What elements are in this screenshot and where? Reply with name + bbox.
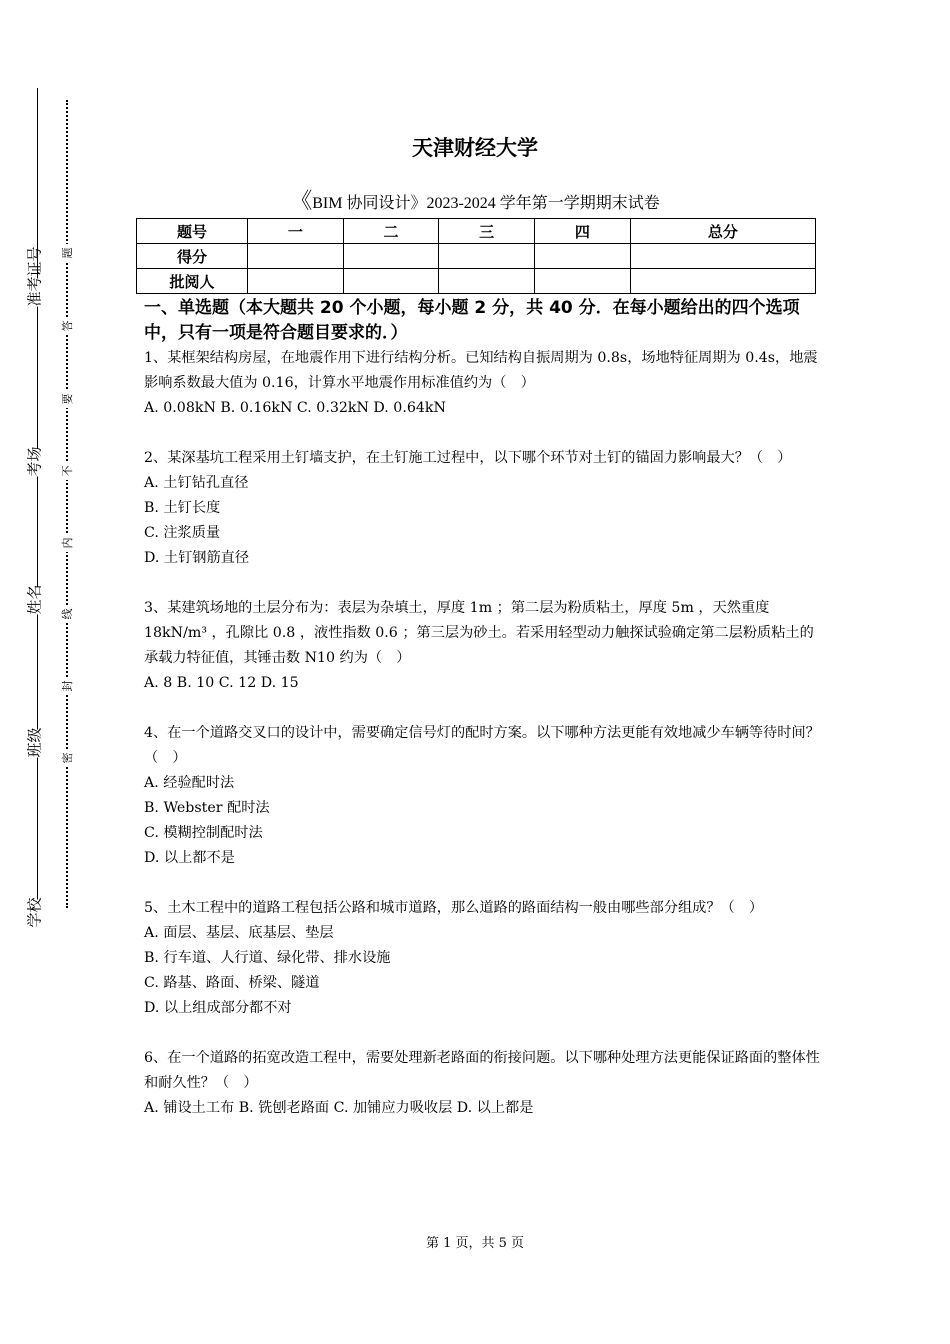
school-label: 学校	[25, 897, 44, 928]
score-header-cell: 四	[535, 219, 631, 244]
score-table-row	[137, 269, 816, 294]
score-cell[interactable]	[535, 244, 631, 269]
score-cell[interactable]	[343, 244, 439, 269]
seal-char: 要	[59, 390, 75, 408]
exam-room-label: 考场	[25, 446, 44, 477]
question-stem: 3、某建筑场地的土层分布为：表层为杂填土，厚度 1m ；第二层为粉质粘土，厚度 5m ，天然重度 18kN/m³ ，孔隙比 0.8 ，液性指数 0.6 ；第三层为砂土。若采用轻型动力触探试验确定第二层粉质粘土的承载力特征值，其锤击数 N10 约为（ ）	[144, 600, 814, 666]
grader-cell[interactable]	[343, 269, 439, 294]
score-header-cell: 总分	[630, 219, 815, 244]
grader-cell[interactable]	[630, 269, 815, 294]
seal-char: 线	[59, 605, 75, 623]
seal-char: 内	[59, 534, 75, 552]
grader-cell[interactable]	[248, 269, 344, 294]
question-stem: 6、在一个道路的拓宽改造工程中，需要处理新老路面的衔接问题。以下哪种处理方法更能保证路面的整体性和耐久性？（ ）	[144, 1050, 820, 1091]
question-option: C. 模糊控制配时法	[144, 825, 263, 841]
score-header-cell: 二	[343, 219, 439, 244]
question	[144, 346, 820, 421]
grader-cell[interactable]	[439, 269, 535, 294]
exam-title: BIM 协同设计》2023-2024 学年第一学期期末试卷	[312, 195, 660, 212]
question-stem: 2、某深基坑工程采用土钉墙支护，在土钉施工过程中，以下哪个环节对土钉的锚固力影响最大？（ ）	[144, 450, 792, 466]
question	[144, 596, 820, 696]
open-quote: 《	[290, 188, 313, 213]
question-option: C. 路基、路面、桥梁、隧道	[144, 975, 320, 991]
score-table-header-row	[137, 219, 816, 244]
seal-char: 题	[59, 244, 75, 262]
question-option: A. 0.08kN B. 0.16kN C. 0.32kN D. 0.64kN	[144, 400, 446, 416]
question	[144, 1046, 820, 1121]
score-header-cell: 题号	[137, 219, 248, 244]
question-option: B. 土钉长度	[144, 500, 221, 516]
question-option: B. 行车道、人行道、绿化带、排水设施	[144, 950, 391, 966]
question-option: A. 经验配时法	[144, 775, 235, 791]
seal-char: 封	[59, 677, 75, 695]
seal-char: 密	[59, 749, 75, 767]
question-option: C. 注浆质量	[144, 525, 221, 541]
question-stem: 1、某框架结构房屋，在地震作用下进行结构分析。已知结构自振周期为 0.8s，场地特征周期为 0.4s，地震影响系数最大值为 0.16，计算水平地震作用标准值约为（ ）	[144, 350, 818, 391]
score-cell[interactable]	[248, 244, 344, 269]
class-label: 班级	[25, 727, 44, 758]
question	[144, 446, 820, 571]
page-number: 第 1 页，共 5 页	[425, 1236, 525, 1251]
score-header-cell: 一	[248, 219, 344, 244]
grader-cell[interactable]	[535, 269, 631, 294]
score-row-label: 得分	[137, 244, 248, 269]
question	[144, 896, 820, 1021]
question-option: A. 铺设土工布 B. 铣刨老路面 C. 加铺应力吸收层 D. 以上都是	[144, 1100, 534, 1116]
score-cell[interactable]	[439, 244, 535, 269]
question-option: D. 以上都不是	[144, 850, 235, 866]
university-title: 天津财经大学	[412, 136, 538, 160]
exam-subtitle	[0, 184, 950, 215]
score-header-cell: 三	[439, 219, 535, 244]
question-option: A. 土钉钻孔直径	[144, 475, 249, 491]
question-list	[144, 346, 820, 1146]
question-stem: 4、在一个道路交叉口的设计中，需要确定信号灯的配时方案。以下哪种方法更能有效地减少车辆等待时间？（ ）	[144, 725, 820, 766]
score-table	[136, 218, 816, 294]
binding-dotted-line	[66, 100, 68, 908]
student-name-label: 姓名	[25, 584, 44, 615]
question-option: A. 面层、基层、底基层、垫层	[144, 925, 334, 941]
seal-char: 不	[59, 462, 75, 480]
question-option: A. 8 B. 10 C. 12 D. 15	[144, 675, 299, 691]
score-cell[interactable]	[630, 244, 815, 269]
score-table-row	[137, 244, 816, 269]
question-option: B. Webster 配时法	[144, 800, 270, 816]
question-stem: 5、土木工程中的道路工程包括公路和城市道路，那么道路的路面结构一般由哪些部分组成？（ ）	[144, 900, 764, 916]
seal-char: 答	[59, 317, 75, 335]
question-option: D. 土钉钢筋直径	[144, 550, 250, 566]
question	[144, 721, 820, 871]
question-option: D. 以上组成部分都不对	[144, 1000, 292, 1016]
exam-number-label: 准考证号	[25, 246, 44, 307]
score-row-label: 批阅人	[137, 269, 248, 294]
section-heading: 一、单选题（本大题共 20 个小题，每小题 2 分，共 40 分．在每小题给出的四个选项中，只有一项是符合题目要求的．）	[144, 298, 800, 343]
